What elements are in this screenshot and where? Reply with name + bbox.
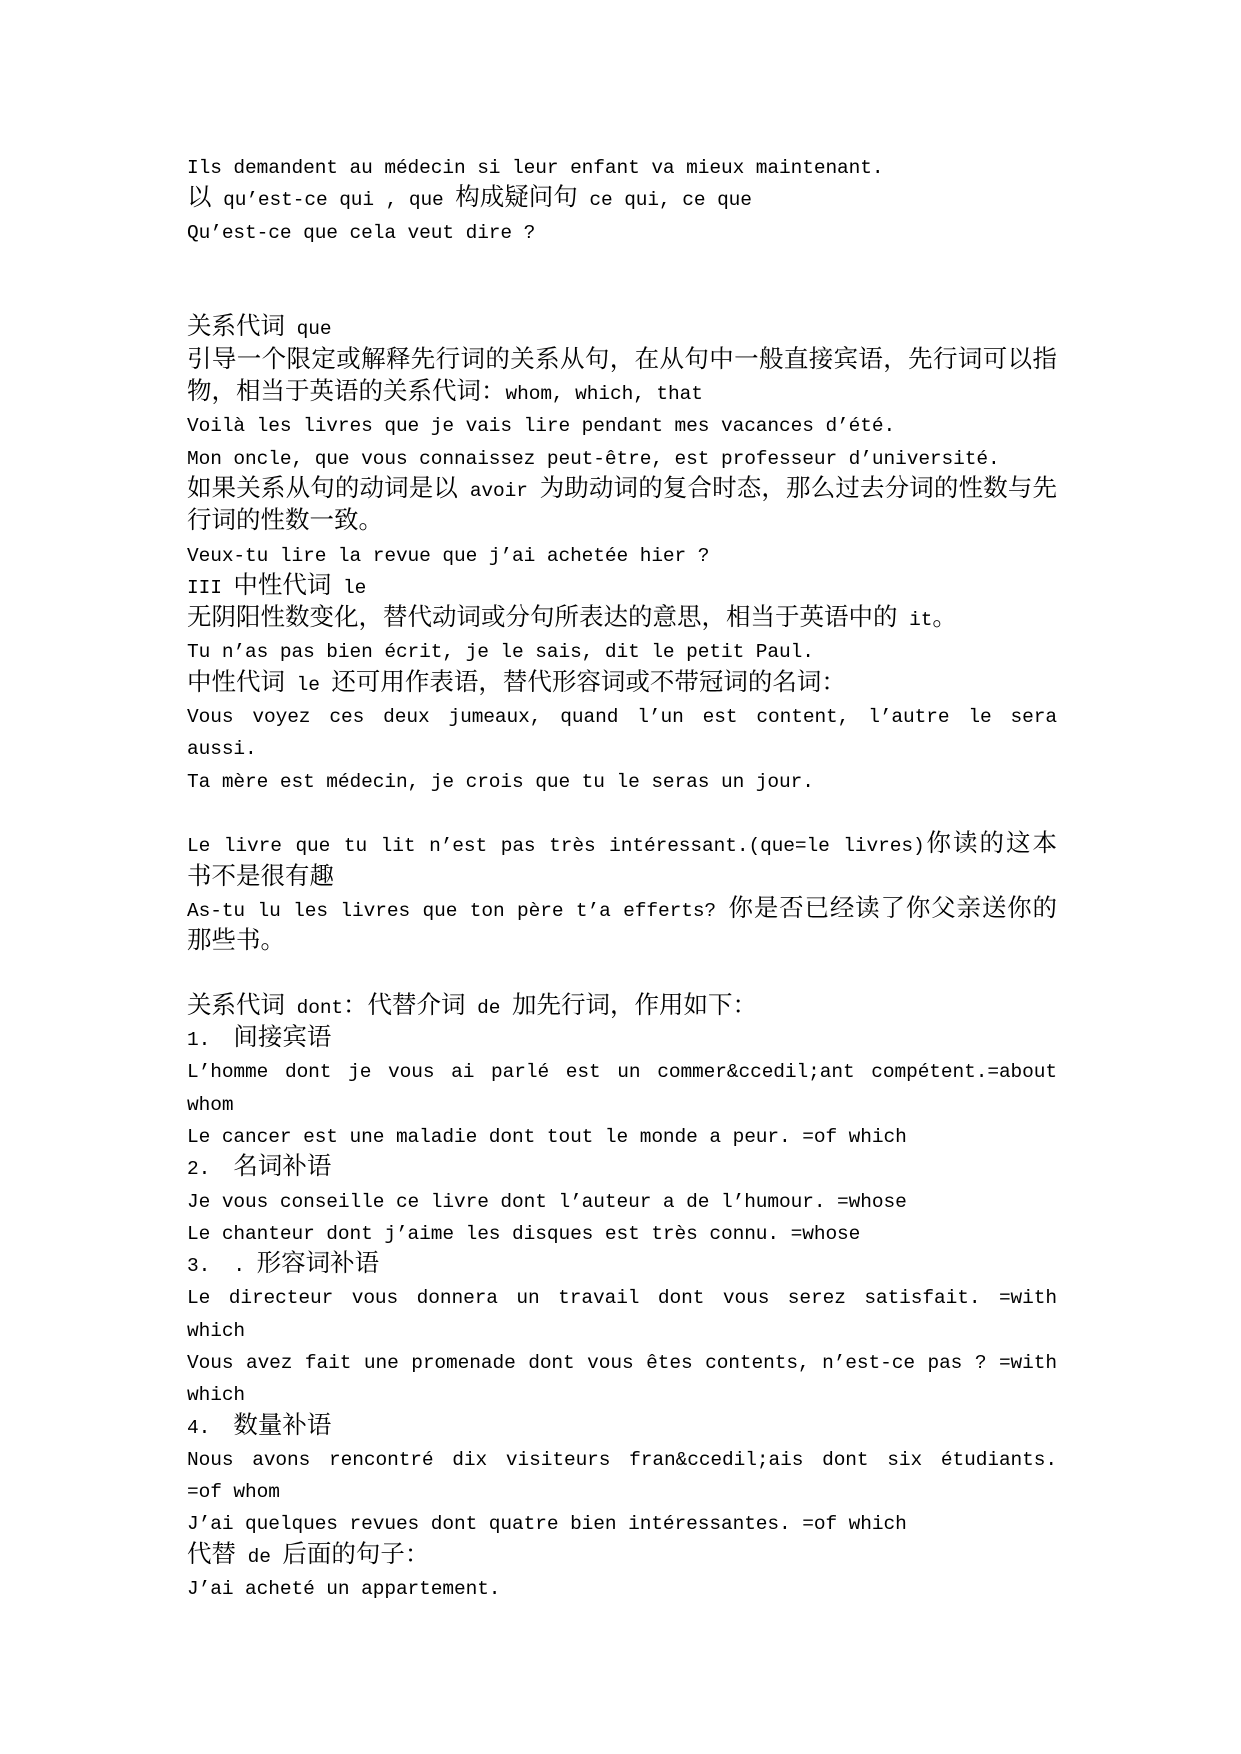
example-sentence: Veux-tu lire la revue que j’ai achetée hier ? bbox=[187, 544, 710, 567]
example-sentence: Nous avons rencontré dix visiteurs fran&ccedil;ais dont six étudiants. bbox=[187, 1448, 1057, 1471]
blank-line bbox=[187, 249, 1057, 281]
example-sentence: Le chanteur dont j’aime les disques est très connu. =whose bbox=[187, 1222, 861, 1245]
explanation-line: 物，相当于英语的关系代词：whom, which, that bbox=[187, 383, 703, 406]
example-sentence: Vous avez fait une promenade dont vous êtes contents, n’est-ce pas ? =with bbox=[187, 1351, 1057, 1374]
example-sentence: Voilà les livres que je vais lire pendant mes vacances d’été. bbox=[187, 415, 896, 438]
explanation-line: 引导一个限定或解释先行词的关系从句，在从句中一般直接宾语，先行词可以指 bbox=[187, 350, 1057, 373]
example-sentence: aussi. bbox=[187, 738, 257, 761]
blank-line bbox=[187, 959, 1057, 991]
section-heading-relative-pronoun-dont: 关系代词 dont：代替介词 de 加先行词，作用如下： bbox=[187, 996, 757, 1019]
explanation-line: 中性代词 le 还可用作表语，替代形容词或不带冠词的名词： bbox=[187, 673, 846, 696]
example-sentence: Ta mère est médecin, je crois que tu le seras un jour. bbox=[187, 770, 814, 793]
list-heading-indirect-object: 1. 间接宾语 bbox=[187, 1029, 332, 1052]
example-sentence: J’ai quelques revues dont quatre bien intéressantes. =of which bbox=[187, 1513, 907, 1536]
explanation-line: 代替 de 后面的句子： bbox=[187, 1545, 430, 1568]
explanation-line: 以 qu’est-ce qui , que 构成疑问句 ce qui, ce que bbox=[187, 189, 752, 212]
section-heading-neutral-pronoun-le: III 中性代词 le bbox=[187, 576, 367, 599]
example-sentence: whom bbox=[187, 1093, 234, 1116]
example-sentence: J’ai acheté un appartement. bbox=[187, 1578, 501, 1601]
example-sentence: which bbox=[187, 1384, 246, 1407]
example-sentence: Tu n’as pas bien écrit, je le sais, dit le petit Paul. bbox=[187, 641, 814, 664]
explanation-line: 无阴阳性数变化，替代动词或分句所表达的意思，相当于英语中的 it。 bbox=[187, 609, 957, 632]
explanation-line: 如果关系从句的动词是以 avoir 为助动词的复合时态，那么过去分词的性数与先 bbox=[187, 479, 1057, 502]
list-heading-adjective-complement: 3. . 形容词补语 bbox=[187, 1255, 380, 1278]
example-sentence: which bbox=[187, 1319, 246, 1342]
example-sentence: Le directeur vous donnera un travail dont vous serez satisfait. =with bbox=[187, 1287, 1057, 1310]
list-heading-quantity-complement: 4. 数量补语 bbox=[187, 1416, 332, 1439]
example-sentence: L’homme dont je vous ai parlé est un commer&ccedil;ant compétent.=about bbox=[187, 1061, 1057, 1084]
example-sentence: Vous voyez ces deux jumeaux, quand l’un est content, l’autre le sera bbox=[187, 706, 1057, 729]
example-sentence: Mon oncle, que vous connaissez peut-être, est professeur d’université. bbox=[187, 447, 1000, 470]
example-sentence: 那些书。 bbox=[187, 932, 285, 955]
document-body bbox=[187, 152, 1057, 1605]
example-sentence: Ils demandent au médecin si leur enfant va mieux maintenant. bbox=[187, 157, 884, 179]
explanation-line: 行词的性数一致。 bbox=[187, 512, 383, 535]
blank-line bbox=[187, 798, 1057, 830]
example-sentence: Le cancer est une maladie dont tout le monde a peur. =of which bbox=[187, 1125, 907, 1148]
example-sentence: =of whom bbox=[187, 1481, 280, 1504]
example-sentence: Je vous conseille ce livre dont l’auteur a de l’humour. =whose bbox=[187, 1190, 907, 1213]
example-sentence: Qu’est-ce que cela veut dire ? bbox=[187, 221, 536, 244]
section-heading-relative-pronoun-que: 关系代词 que bbox=[187, 318, 332, 341]
example-sentence: As-tu lu les livres que ton père t’a efferts? 你是否已经读了你父亲送你的 bbox=[187, 899, 1057, 922]
blank-line bbox=[187, 281, 1057, 313]
list-heading-noun-complement: 2. 名词补语 bbox=[187, 1158, 332, 1181]
example-sentence: 书不是很有趣 bbox=[187, 867, 334, 890]
example-sentence: Le livre que tu lit n’est pas très intéressant.(que=le livres)你读的这本 bbox=[187, 835, 1057, 858]
